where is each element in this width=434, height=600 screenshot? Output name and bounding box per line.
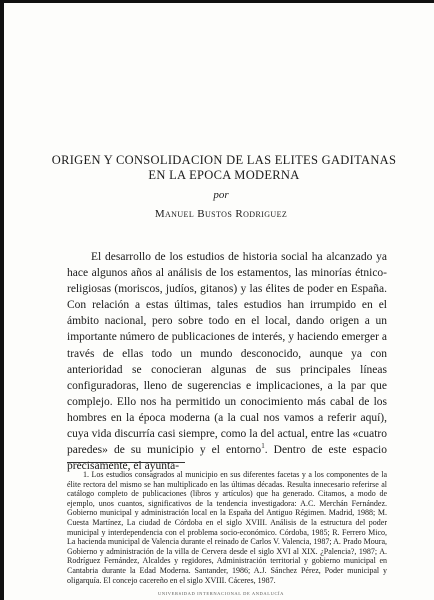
title-line-1: ORIGEN Y CONSOLIDACION DE LAS ELITES GADITANAS bbox=[51, 153, 397, 167]
paragraph-text-end: . Dentro de este espacio precisamente, el ayunta- bbox=[67, 444, 387, 473]
footnotes bbox=[67, 470, 387, 585]
paragraph bbox=[67, 249, 387, 474]
footnote-ref[interactable]: 1 bbox=[261, 442, 265, 451]
paragraph-text: El desarrollo de los estudios de historia social ha alcanzado ya hace algunos años al análisis de los estamentos, las minorías étnico-religiosas (moriscos, judíos, gitanos) y las élites de poder en España. Con relación a estas últimas, tales estudios han irrumpido en el ámbito nacional, pero sobre todo en el local, dando origen a un importante número de publicaciones de interés, y haciendo emerger a través de ellas todo un mundo desconocido, aunque ya con anterioridad se conocieran algunas de sus principales líneas configuradoras, lleno de sugerencias e implicaciones, a la par que complejo. Ello nos ha permitido un conocimiento más cabal de los hombres en la época moderna (a la cual nos vamos a referir aquí), cuya vida discurría casi siempre, como la del actual, entre las «cuatro paredes» de su municipio y el entorno bbox=[67, 251, 387, 457]
author-name: Manuel Bustos Rodriguez bbox=[154, 208, 288, 220]
body-text bbox=[67, 249, 387, 474]
title-line-2: EN LA EPOCA MODERNA bbox=[148, 168, 300, 182]
article-title bbox=[44, 153, 404, 183]
page-footer: UNIVERSIDAD INTERNACIONAL DE ANDALUCÍA bbox=[158, 591, 284, 596]
footnote-divider bbox=[67, 462, 185, 463]
byline-por: por bbox=[213, 189, 229, 201]
footnote-1: 1. Los estudios consagrados al municipio en sus diferentes facetas y a los componentes de la élite rectora del mismo se han multiplicado en las últimas décadas. Resulta innecesario referirse al catálogo completo de publicaciones (libros y artículos) que ha generado. Citamos, a modo de ejemplo, unos cuantos, significativos de la tendencia investigadora: A.C. Merchán Fernández. Gobierno municipal y administración local en la España del Antiguo Régimen. Madrid, 1988; M. Cuesta Martínez, La ciudad de Córdoba en el siglo XVIII. Análisis de la estructura del poder municipal y interdependencia con el problema socio-económico. Córdoba, 1985; R. Ferrero Mico, La hacienda municipal de Valencia durante el reinado de Carlos V. Valencia, 1987; A. Prado Moura, Gobierno y administración de la villa de Cervera desde el siglo XVI al XIX. ¿Palencia?, 1987; A. Rodríguez Fernández, Alcaldes y regidores, Administración territorial y gobierno municipal en Cantabria durante la Edad Moderna. Santander, 1986; A.J. Sánchez Pérez, Poder municipal y oligarquía. El concejo cacereño en el siglo XVIII. Cáceres, 1987. bbox=[67, 470, 387, 585]
